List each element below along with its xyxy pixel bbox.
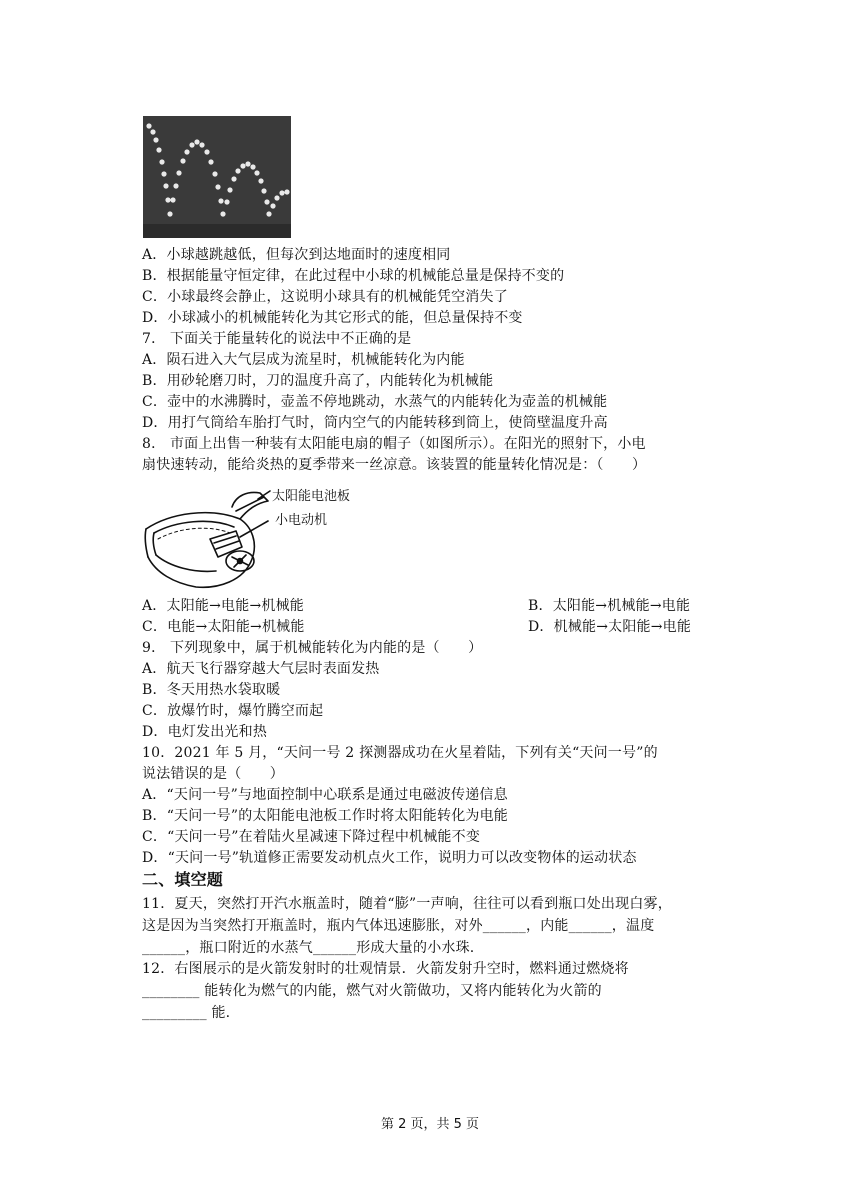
q10-option-a: A．“天问一号”与地面控制中心联系是通过电磁波传递信息 [142, 787, 508, 803]
q9-option-a: A．航天飞行器穿越大气层时表面发热 [142, 661, 380, 677]
q9-option-d: D．电灯发出光和热 [142, 724, 268, 740]
q6-option-c: C．小球最终会静止，这说明小球具有的机械能凭空消失了 [142, 289, 508, 305]
figure-label-motor: 小电动机 [275, 513, 328, 528]
page-footer: 第 2 页，共 5 页 [380, 1117, 480, 1132]
q8-stem-line2: 扇快速转动，能给炎热的夏季带来一丝凉意。该装置的能量转化情况是：（ ） [142, 457, 647, 473]
q12-line2: ________ 能转化为燃气的内能，燃气对火箭做功，又将内能转化为火箭的 [142, 983, 602, 999]
q6-option-d: D．小球减小的机械能转化为其它形式的能，但总量保持不变 [142, 310, 523, 326]
q9-option-c: C．放爆竹时，爆竹腾空而起 [142, 703, 324, 719]
section-title: 二、填空题 [142, 870, 224, 889]
q8-option-a: A．太阳能→电能→机械能 [142, 598, 304, 614]
q7-option-d: D．用打气筒给车胎打气时，筒内空气的内能转移到筒上，使筒壁温度升高 [142, 415, 608, 431]
q7-stem: 7． 下面关于能量转化的说法中不正确的是 [142, 331, 412, 347]
q9-stem: 9． 下列现象中，属于机械能转化为内能的是（ ） [142, 640, 483, 656]
q8-stem-line1: 8． 市面上出售一种装有太阳能电扇的帽子（如图所示）。在阳光的照射下，小电 [142, 436, 646, 452]
q11-line2: 这是因为当突然打开瓶盖时，瓶内气体迅速膨胀，对外______，内能______，温度 [142, 918, 655, 934]
q9-option-b: B．冬天用热水袋取暖 [142, 682, 281, 698]
q12-line1: 12．右图展示的是火箭发射时的壮观情景．火箭发射升空时，燃料通过燃烧将 [142, 961, 629, 977]
figure-label-solar-panel: 太阳能电池板 [272, 489, 351, 504]
q12-line3: _________ 能. [142, 1005, 231, 1021]
q8-option-c: C．电能→太阳能→机械能 [142, 619, 305, 635]
q8-option-d: D．机械能→太阳能→电能 [528, 619, 692, 635]
q10-stem-line1: 10．2021 年 5 月，“天问一号 2 探测器成功在火星着陆，下列有关“天问一号”的 [142, 745, 658, 761]
q11-line1: 11．夏天，突然打开汽水瓶盖时，随着“膨”一声响，往往可以看到瓶口处出现白雾， [142, 896, 672, 912]
q7-option-c: C．壶中的水沸腾时，壶盖不停地跳动，水蒸气的内能转化为壶盖的机械能 [142, 394, 608, 410]
q10-option-c: C．“天问一号”在着陆火星减速下降过程中机械能不变 [142, 829, 481, 845]
q10-stem-line2: 说法错误的是（ ） [142, 766, 284, 782]
q7-option-a: A．陨石进入大气层成为流星时，机械能转化为内能 [142, 352, 465, 368]
q11-line3: ______，瓶口附近的水蒸气______形成大量的小水珠. [142, 940, 475, 956]
q6-option-b: B．根据能量守恒定律，在此过程中小球的机械能总量是保持不变的 [142, 268, 565, 284]
q8-option-b: B．太阳能→机械能→电能 [528, 598, 691, 614]
q7-option-b: B．用砂轮磨刀时，刀的温度升高了，内能转化为机械能 [142, 373, 494, 389]
q10-option-b: B．“天问一号”的太阳能电池板工作时将太阳能转化为电能 [142, 808, 509, 824]
q10-option-d: D．“天问一号”轨道修正需要发动机点火工作，说明力可以改变物体的运动状态 [142, 850, 637, 866]
q6-option-a: A．小球越跳越低，但每次到达地面时的速度相同 [142, 247, 451, 263]
bouncing-ball-photo [143, 116, 291, 238]
